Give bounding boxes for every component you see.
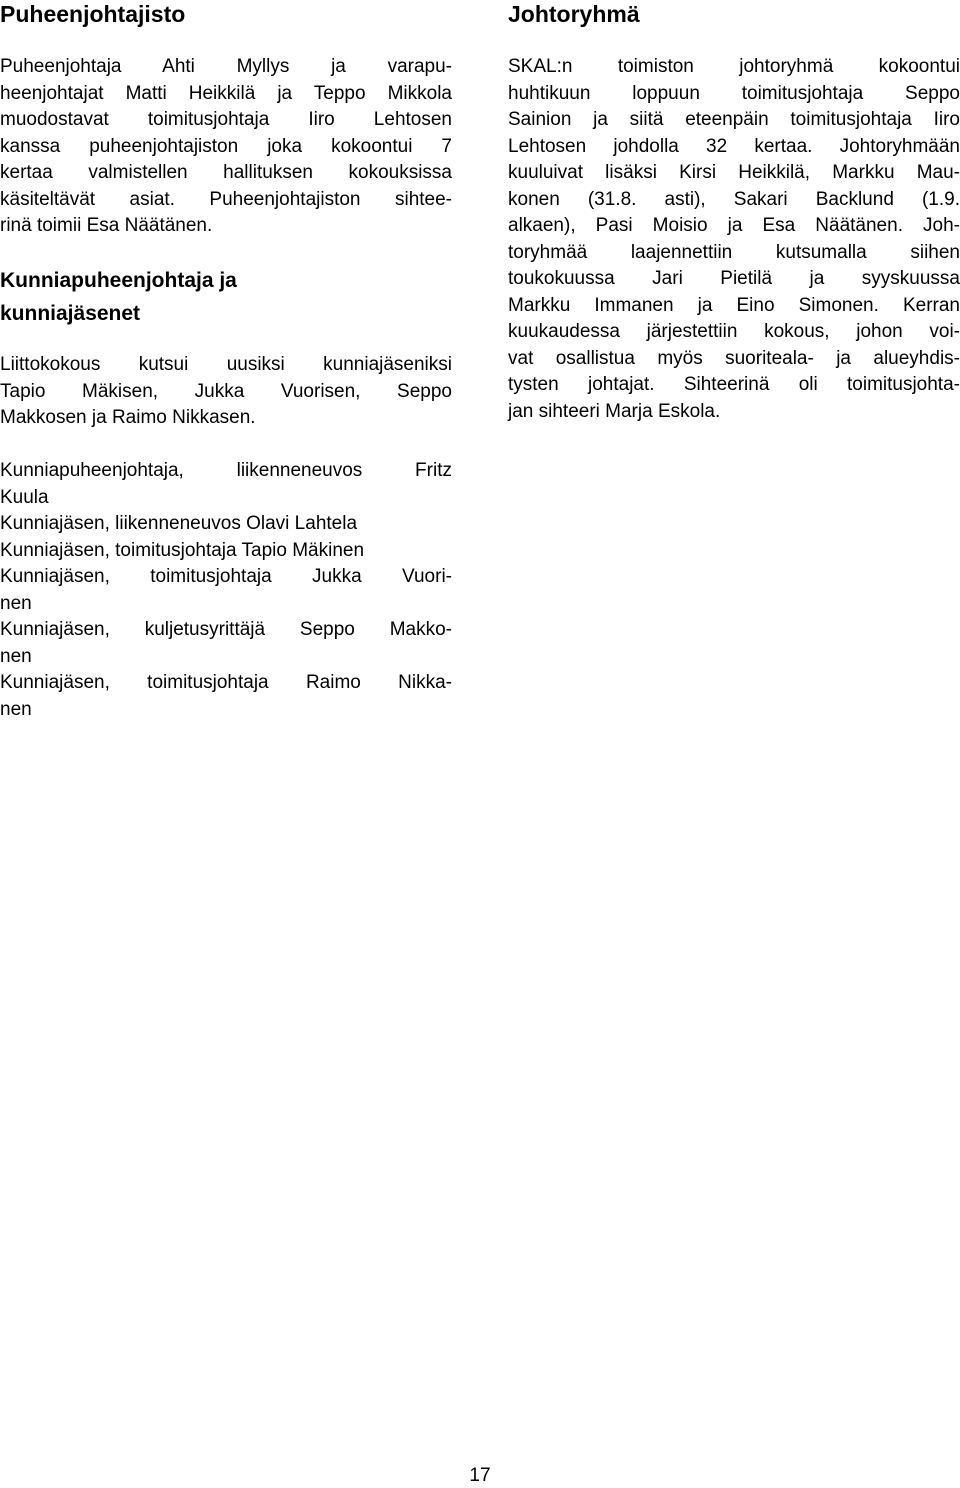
board-line: Markku Immanen ja Eino Simonen. Kerran <box>508 294 960 316</box>
list-item: nen <box>0 698 32 720</box>
board-line: Lehtosen johdolla 32 kertaa. Johtoryhmään <box>508 135 960 157</box>
board-line: kuukaudessa järjestettiin kokous, johon voi- <box>508 321 960 342</box>
honorary-intro-line: Liittokokous kutsui uusiksi kunniajäseniksi <box>0 354 452 375</box>
chair-line: käsiteltävät asiat. Puheenjohtajiston sihtee- <box>0 188 452 210</box>
chair-line: Puheenjohtaja Ahti Myllys ja varapu- <box>0 56 452 77</box>
board-line: jan sihteeri Marja Eskola. <box>508 400 721 422</box>
board-line: vat osallistua myös suoriteala- ja alueyhdis- <box>508 347 960 369</box>
list-item: Kuula <box>0 486 49 508</box>
chair-line: heenjohtajat Matti Heikkilä ja Teppo Mikkola <box>0 82 452 104</box>
honorary-intro-line: Makkosen ja Raimo Nikkasen. <box>0 407 256 428</box>
honorary-intro-line: Tapio Mäkisen, Jukka Vuorisen, Seppo <box>0 380 452 402</box>
page-number: 17 <box>469 1465 491 1486</box>
honorary-intro-paragraph <box>0 352 452 432</box>
board-line: toryhmää laajennettiin kutsumalla siihen <box>508 241 960 263</box>
board-line: tysten johtajat. Sihteerinä oli toimitusjohta- <box>508 374 960 395</box>
board-line: alkaen), Pasi Moisio ja Esa Näätänen. Joh- <box>508 215 960 236</box>
list-item: Kunniapuheenjohtaja, liikenneneuvos Fritz <box>0 460 452 481</box>
board-line: SKAL:n toimiston johtoryhmä kokoontui <box>508 56 960 77</box>
chair-line: kertaa valmistellen hallituksen kokouksissa <box>0 162 452 183</box>
board-line: Sainion ja siitä eteenpäin toimitusjohtaja Iiro <box>508 109 960 130</box>
list-item: Kunniajäsen, toimitusjohtaja Raimo Nikka- <box>0 672 452 693</box>
board-line: konen (31.8. asti), Sakari Backlund (1.9. <box>508 188 960 210</box>
board-heading: Johtoryhmä <box>508 1 640 27</box>
list-item: Kunniajäsen, liikenneneuvos Olavi Lahtela <box>0 513 358 534</box>
honorary-heading-line: Kunniapuheenjohtaja ja <box>0 269 237 292</box>
list-item: nen <box>0 592 32 614</box>
board-line: toukokuussa Jari Pietilä ja syyskuussa <box>508 268 960 289</box>
list-item: Kunniajäsen, kuljetusyrittäjä Seppo Makko- <box>0 619 452 640</box>
board-line: kuuluivat lisäksi Kirsi Heikkilä, Markku Mau- <box>508 162 960 183</box>
honorary-heading-line: kunniajäsenet <box>0 302 141 325</box>
list-item: Kunniajäsen, toimitusjohtaja Jukka Vuori- <box>0 566 452 587</box>
chair-line: muodostavat toimitusjohtaja Iiro Lehtosen <box>0 109 452 130</box>
chair-paragraph <box>0 54 452 240</box>
board-paragraph <box>508 54 960 425</box>
list-item: nen <box>0 645 32 667</box>
board-line: huhtikuun loppuun toimitusjohtaja Seppo <box>508 82 960 104</box>
honorary-heading <box>0 264 237 330</box>
chair-line: kanssa puheenjohtajiston joka kokoontui 7 <box>0 135 452 157</box>
chair-line: rinä toimii Esa Näätänen. <box>0 215 213 236</box>
list-item: Kunniajäsen, toimitusjohtaja Tapio Mäkinen <box>0 539 365 561</box>
honorary-members-list <box>0 458 452 723</box>
chair-heading: Puheenjohtajisto <box>0 1 186 27</box>
